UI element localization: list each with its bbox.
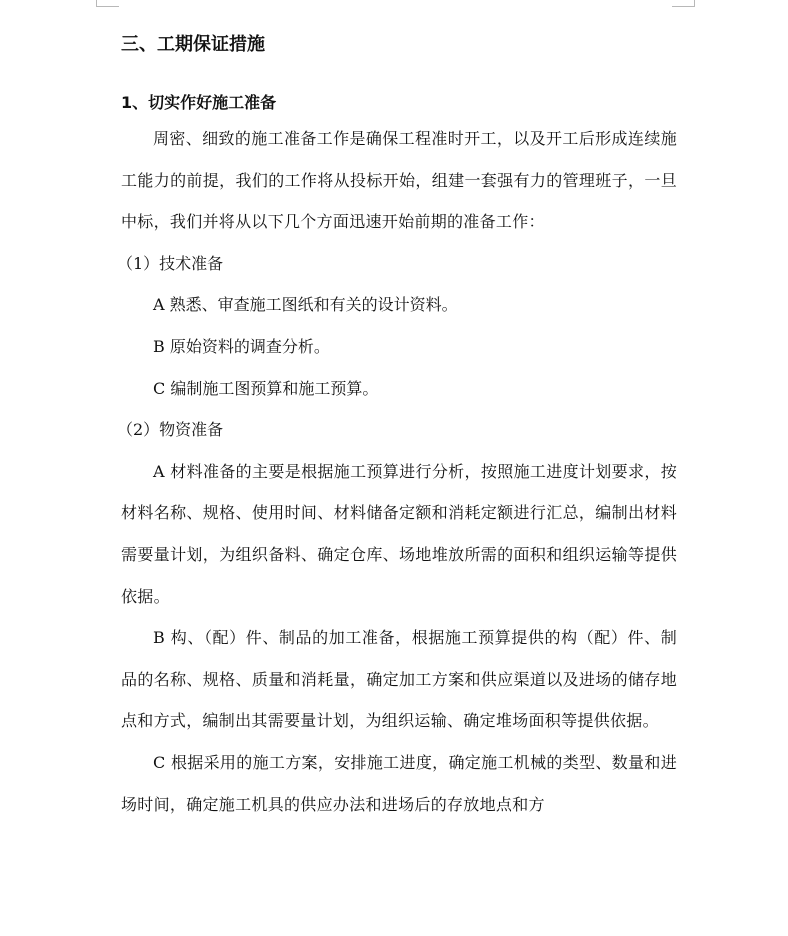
material-prep-paragraph-c: C 根据采用的施工方案，安排施工进度，确定施工机械的类型、数量和进场时间，确定施工机具的供应办法和进场后的存放地点和方 xyxy=(121,752,677,814)
section-title: 三、工期保证措施 xyxy=(121,34,265,55)
subsection-title: 1、切实作好施工准备 xyxy=(121,93,277,112)
tech-prep-item-b: B 原始资料的调查分析。 xyxy=(153,336,330,356)
material-prep-paragraph-a: A 材料准备的主要是根据施工预算进行分析，按照施工进度计划要求，按材料名称、规格、使用时间、材料储备定额和消耗定额进行汇总，编制出材料需要量计划，为组织备料、确定仓库、场地堆放所需的面积和组织运输等提供依据。 xyxy=(121,461,677,606)
tech-prep-item-a: A 熟悉、审查施工图纸和有关的设计资料。 xyxy=(153,295,458,315)
page-corner-mark-right xyxy=(672,0,695,7)
material-prep-paragraph-b: B 构、（配）件、制品的加工准备，根据施工预算提供的构（配）件、制品的名称、规格、质量和消耗量，确定加工方案和供应渠道以及进场的储存地点和方式，编制出其需要量计划，为组织运输、确定堆场面积等提供依据。 xyxy=(121,628,677,731)
tech-prep-item-c: C 编制施工图预算和施工预算。 xyxy=(153,378,379,398)
tech-prep-heading: （1）技术准备 xyxy=(117,253,224,273)
material-prep-heading: （2）物资准备 xyxy=(117,420,224,440)
page-corner-mark-left xyxy=(96,0,119,7)
document-body xyxy=(117,28,677,825)
intro-paragraph: 周密、细致的施工准备工作是确保工程准时开工，以及开工后形成连续施工能力的前提，我们的工作将从投标开始，组建一套强有力的管理班子，一旦中标，我们并将从以下几个方面迅速开始前期的准备工作： xyxy=(121,129,677,232)
